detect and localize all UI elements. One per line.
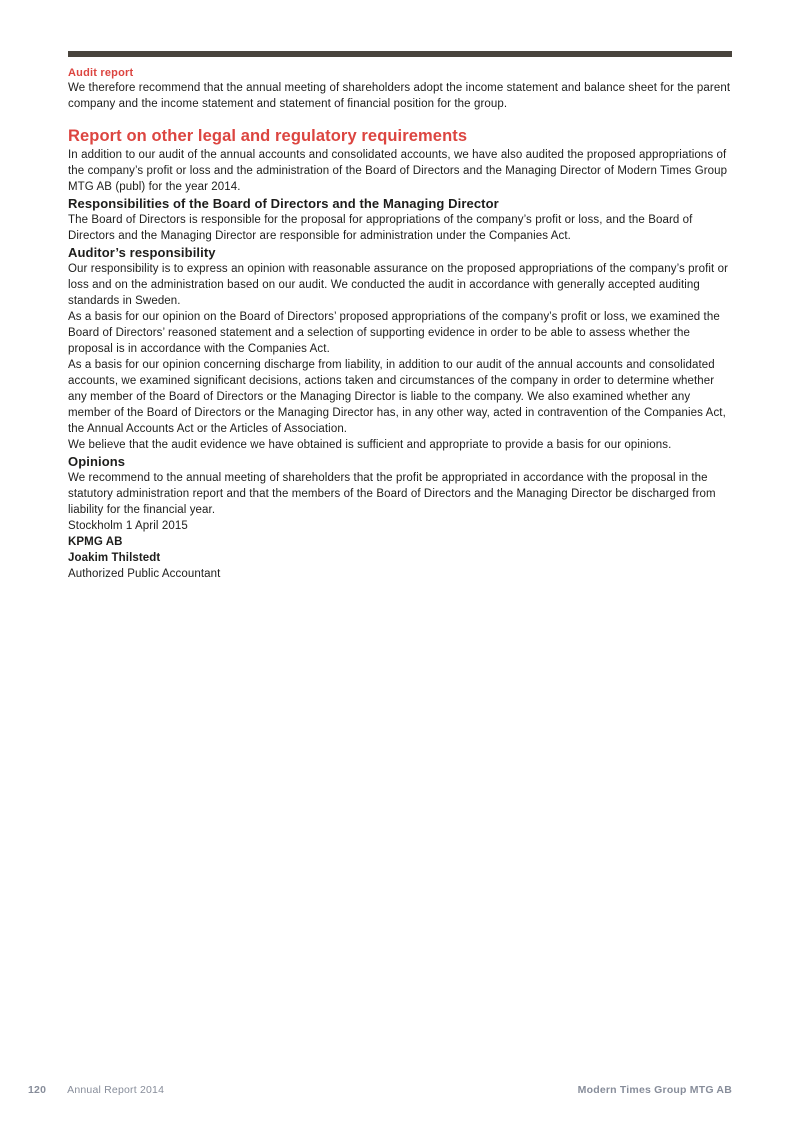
top-divider-bar [68, 51, 732, 57]
section-label: Audit report [68, 67, 134, 79]
company-name: Modern Times Group MTG AB [577, 1084, 732, 1096]
content-column [68, 51, 732, 582]
audit-firm-name: KPMG AB [68, 536, 123, 548]
opinions-heading: Opinions [68, 454, 126, 469]
opinions-paragraph: We recommend to the annual meeting of shareholders that the profit be appropriated in accordance with the proposal in the statutory administration report and that the members of the Board of Directors and the Managing Director be discharged from liability for the financial year. [68, 472, 716, 516]
audit-evidence-paragraph: We believe that the audit evidence we have obtained is sufficient and appropriate to provide a basis for our opinions. [68, 439, 672, 451]
auditor-paragraph-1: Our responsibility is to express an opinion with reasonable assurance on the proposed appropriations of the company’s profit or loss and on the administration based on our audit. We conducted the audit in accordance with generally accepted auditing standards in Sweden. [68, 263, 729, 307]
responsibilities-paragraph: The Board of Directors is responsible for the proposal for appropriations of the company’s profit or loss, and the Board of Directors and the Managing Director are responsible for administration under the Companies Act. [68, 214, 693, 242]
main-heading: Report on other legal and regulatory requirements [68, 127, 468, 145]
legal-requirements-intro-paragraph: In addition to our audit of the annual accounts and consolidated accounts, we have also audited the proposed appropriations of the company’s profit or loss and the administration of the Board of Directors and the Managing Director of Modern Times Group MTG AB (publ) for the year 2014. [68, 149, 728, 193]
signatory-name: Joakim Thilstedt [68, 552, 161, 564]
signatory-title: Authorized Public Accountant [68, 568, 221, 580]
auditor-responsibility-heading: Auditor’s responsibility [68, 245, 216, 260]
auditor-paragraph-3: As a basis for our opinion concerning discharge from liability, in addition to our audit of the annual accounts and consolidated accounts, we examined significant decisions, actions taken and circumstances of the company in order to determine whether any member of the Board of Directors or the Managing Director is liable to the company. We also examined whether any member of the Board of Directors or the Managing Director has, in any other way, acted in contravention of the Companies Act, the Annual Accounts Act or the Articles of Association. [68, 359, 726, 435]
responsibilities-heading: Responsibilities of the Board of Directors and the Managing Director [68, 196, 499, 211]
auditor-paragraph-2: As a basis for our opinion on the Board of Directors’ proposed appropriations of the company’s profit or loss, we examined the Board of Directors’ reasoned statement and a selection of supporting evidence in order to be able to assess whether the proposal is in accordance with the Companies Act. [68, 311, 720, 355]
page-footer [0, 1083, 800, 1097]
dateline: Stockholm 1 April 2015 [68, 520, 188, 532]
intro-paragraph: We therefore recommend that the annual meeting of shareholders adopt the income statement and balance sheet for the parent company and the income statement and statement of financial position for the group. [68, 82, 731, 110]
page-number: 120 [28, 1084, 47, 1096]
report-title: Annual Report 2014 [67, 1084, 165, 1096]
